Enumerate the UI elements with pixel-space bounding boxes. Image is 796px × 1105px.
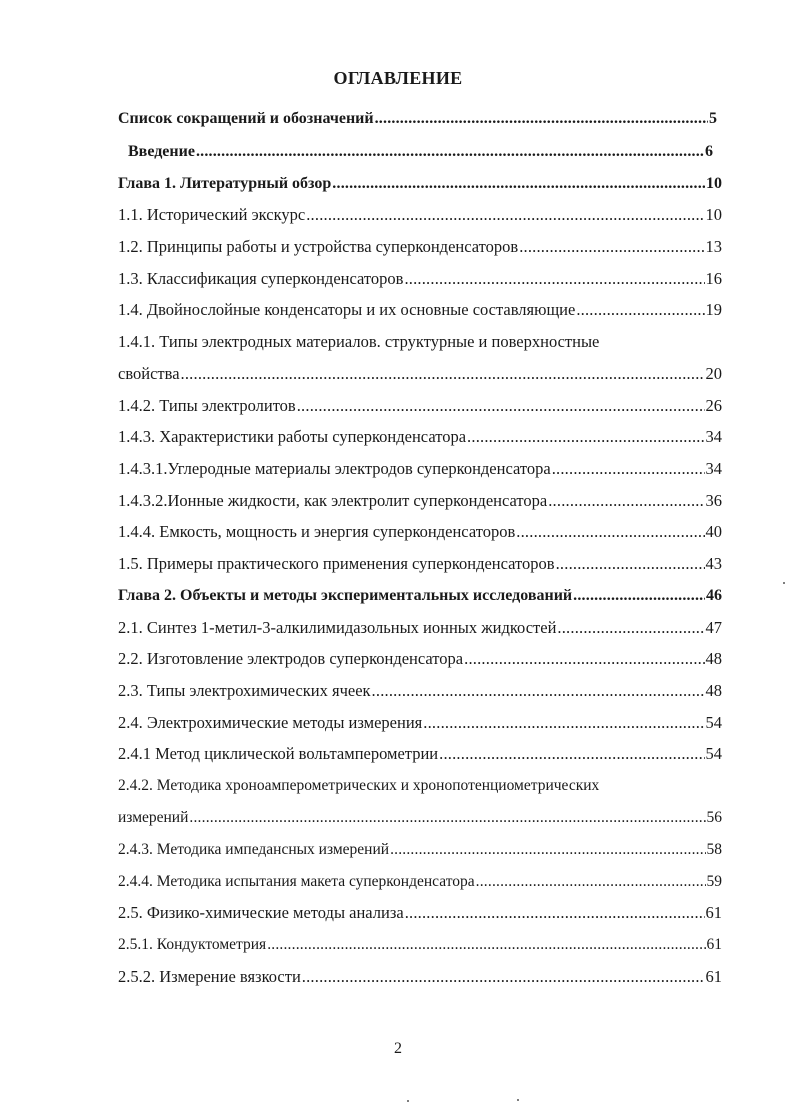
toc-entry-page: 34 [705, 459, 722, 478]
toc-entry-label: 2.3. Типы электрохимических ячеек [118, 681, 371, 700]
toc-entry-1-4-1-line1[interactable] [118, 330, 722, 354]
page-title: ОГЛАВЛЕНИЕ [333, 68, 463, 88]
dot-leader [556, 552, 705, 576]
toc-entry-page: 40 [705, 522, 722, 541]
toc-entry-label: измерений [118, 809, 189, 826]
toc-entry-chapter-2[interactable] [118, 584, 722, 608]
dot-leader [476, 870, 706, 894]
toc-entry-2-2[interactable] [118, 647, 722, 671]
toc-entry-page: 36 [705, 491, 722, 510]
dot-leader [189, 806, 705, 830]
toc-entry-page: 56 [706, 809, 722, 826]
toc-entry-2-4-2-line1[interactable] [118, 774, 722, 798]
toc-entry-2-4-2-line2[interactable] [118, 806, 722, 830]
toc-entry-label: 1.4.2. Типы электролитов [118, 396, 296, 415]
toc-entry-page: 54 [705, 713, 722, 732]
toc-entry-1-4-1-line2[interactable] [118, 362, 722, 386]
toc-entry-page: 26 [705, 396, 722, 415]
dot-leader [267, 933, 705, 957]
toc-entry-label: 2.5. Физико-химические методы анализа [118, 903, 404, 922]
toc-entry-page: 10 [706, 175, 722, 192]
toc-entry-abbreviations[interactable] [118, 107, 717, 131]
dot-leader [576, 298, 704, 322]
dot-leader [372, 679, 705, 703]
toc-entry-1-5[interactable] [118, 552, 722, 576]
toc-entry-label: свойства [118, 364, 180, 383]
toc-entry-label: 2.5.1. Кондуктометрия [118, 936, 267, 953]
toc-entry-2-5-2[interactable] [118, 965, 722, 989]
dot-leader [405, 901, 705, 925]
toc-entry-label: Глава 2. Объекты и методы экспериментальных исследований [118, 587, 573, 604]
toc-entry-label: 2.1. Синтез 1-метил-3-алкилимидазольных ионных жидкостей [118, 618, 557, 637]
toc-entry-label: 2.4.1 Метод циклической вольтамперометрии [118, 744, 439, 763]
toc-entry-page: 43 [705, 554, 722, 573]
toc-entry-1-1[interactable] [118, 203, 722, 227]
dot-leader [423, 711, 704, 735]
toc-entry-1-2[interactable] [118, 235, 722, 259]
dot-leader [573, 584, 705, 608]
toc-entry-2-5-1[interactable] [118, 933, 722, 957]
dot-leader [516, 520, 704, 544]
dot-leader [297, 394, 705, 418]
dot-leader [464, 647, 704, 671]
toc-entry-page: 59 [706, 873, 722, 890]
toc-entry-2-4-3[interactable] [118, 838, 722, 862]
toc-entry-page: 13 [705, 237, 722, 256]
toc-entry-2-4-4[interactable] [118, 870, 722, 894]
dot-leader [548, 489, 704, 513]
toc-entry-introduction[interactable] [128, 140, 713, 164]
scan-speck [407, 1100, 409, 1102]
toc-entry-label: 2.4.3. Методика импедансных измерений [118, 841, 390, 858]
toc-entry-1-4-3[interactable] [118, 425, 722, 449]
toc-entry-label: 1.4.3.1.Углеродные материалы электродов суперконденсатора [118, 459, 551, 478]
toc-entry-1-3[interactable] [118, 267, 722, 291]
dot-leader [181, 362, 705, 386]
toc-entry-label: 2.5.2. Измерение вязкости [118, 967, 301, 986]
toc-entry-page: 61 [706, 936, 722, 953]
toc-entry-2-5[interactable] [118, 901, 722, 925]
toc-entry-page: 47 [705, 618, 722, 637]
dot-leader [332, 172, 705, 196]
toc-entry-label: 1.4.3.2.Ионные жидкости, как электролит суперконденсатора [118, 491, 548, 510]
dot-leader [439, 742, 704, 766]
toc-entry-label: 1.1. Исторический экскурс [118, 205, 306, 224]
toc-entry-page: 61 [705, 903, 722, 922]
toc-entry-2-3[interactable] [118, 679, 722, 703]
dot-leader [519, 235, 704, 259]
dot-leader [375, 107, 708, 131]
toc-entry-1-4-3-1[interactable] [118, 457, 722, 481]
toc-entry-label: Глава 1. Литературный обзор [118, 175, 332, 192]
toc-entry-label: 2.4. Электрохимические методы измерения [118, 713, 423, 732]
dot-leader [390, 838, 705, 862]
toc-entry-page: 48 [705, 649, 722, 668]
toc-entry-label: 1.2. Принципы работы и устройства суперконденсаторов [118, 237, 519, 256]
page-number: 2 [394, 1040, 402, 1057]
toc-entry-label: 1.4. Двойнослойные конденсаторы и их основные составляющие [118, 300, 576, 319]
toc-entry-2-4-1[interactable] [118, 742, 722, 766]
toc-entry-1-4[interactable] [118, 298, 722, 322]
dot-leader [404, 267, 704, 291]
toc-entry-page: 20 [705, 364, 722, 383]
toc-entry-1-4-4[interactable] [118, 520, 722, 544]
toc-entry-label: Список сокращений и обозначений [118, 110, 374, 127]
toc-entry-label: 2.4.2. Методика хроноамперометрических и хронопотенциометрических [118, 777, 600, 794]
toc-entry-label: Введение [128, 143, 195, 160]
toc-entry-page: 58 [706, 841, 722, 858]
toc-entry-page: 5 [709, 110, 717, 127]
toc-entry-page: 19 [705, 300, 722, 319]
toc-entry-page: 10 [705, 205, 722, 224]
toc-entry-page: 16 [705, 269, 722, 288]
dot-leader [552, 457, 705, 481]
dot-leader [302, 965, 705, 989]
toc-entry-label: 2.4.4. Методика испытания макета суперконденсатора [118, 873, 475, 890]
toc-entry-1-4-2[interactable] [118, 394, 722, 418]
toc-entry-page: 48 [705, 681, 722, 700]
dot-leader [306, 203, 704, 227]
toc-entry-label: 2.2. Изготовление электродов суперконденсатора [118, 649, 464, 668]
toc-entry-2-1[interactable] [118, 616, 722, 640]
toc-entry-page: 61 [705, 967, 722, 986]
toc-entry-page: 6 [705, 143, 713, 160]
toc-entry-2-4[interactable] [118, 711, 722, 735]
toc-entry-page: 54 [705, 744, 722, 763]
toc-entry-label: 1.4.1. Типы электродных материалов. структурные и поверхностные [118, 332, 600, 351]
toc-entry-page: 34 [705, 427, 722, 446]
dot-leader [557, 616, 704, 640]
toc-entry-label: 1.5. Примеры практического применения суперконденсаторов [118, 554, 555, 573]
toc-entry-label: 1.3. Классификация суперконденсаторов [118, 269, 404, 288]
toc-entry-page: 46 [706, 587, 722, 604]
scan-speck [517, 1099, 519, 1101]
toc-entry-1-4-3-2[interactable] [118, 489, 722, 513]
dot-leader [196, 140, 704, 164]
toc-entry-label: 1.4.4. Емкость, мощность и энергия суперконденсаторов [118, 522, 516, 541]
scan-speck [783, 582, 785, 584]
dot-leader [467, 425, 704, 449]
toc-entry-label: 1.4.3. Характеристики работы суперконденсатора [118, 427, 467, 446]
toc-entry-chapter-1[interactable] [118, 172, 722, 196]
